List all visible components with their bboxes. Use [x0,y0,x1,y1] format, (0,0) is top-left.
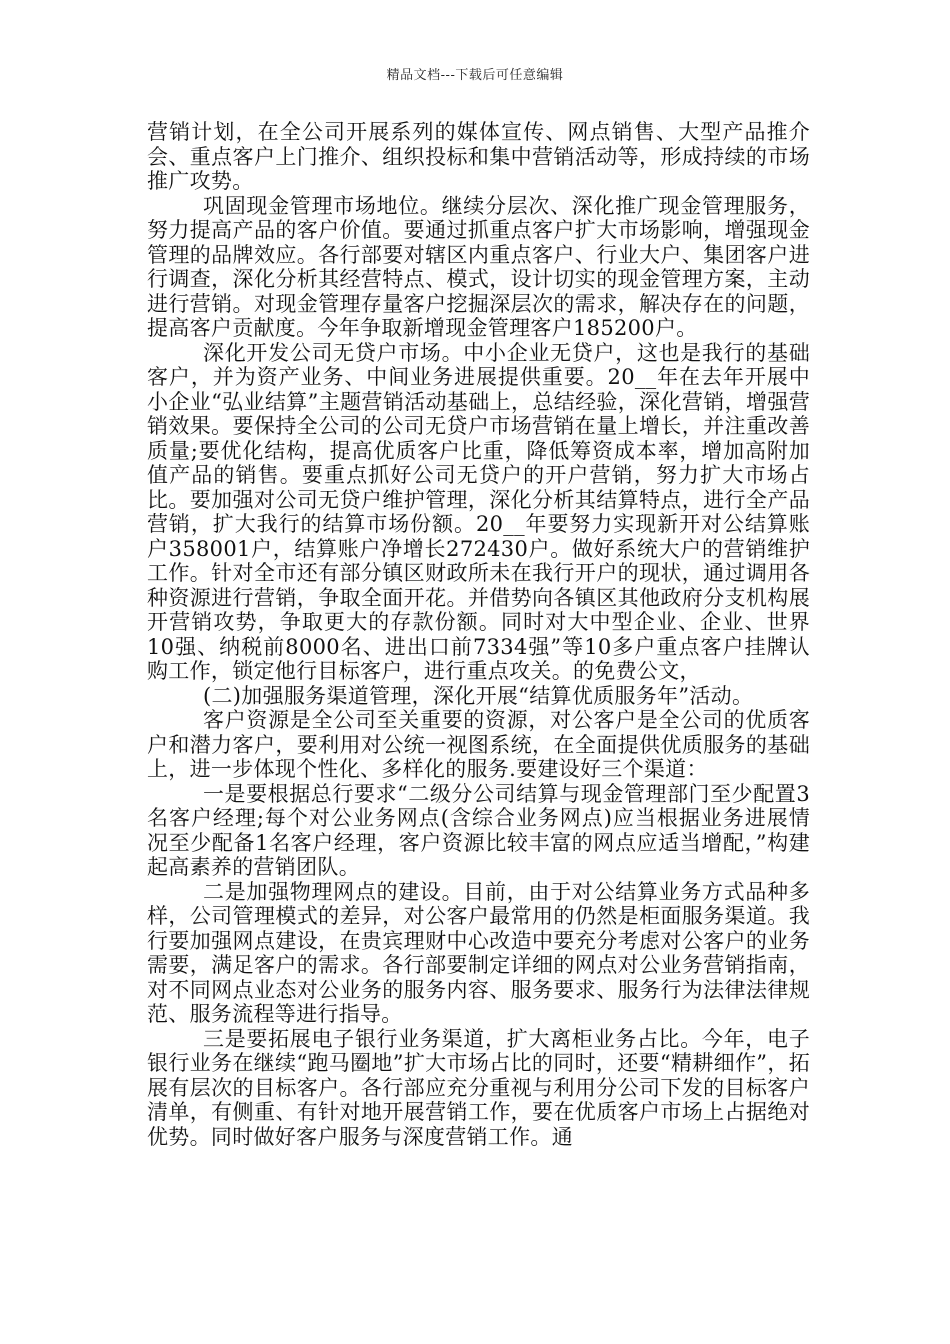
paragraph-5: 客户资源是全公司至关重要的资源，对公客户是全公司的优质客户和潜力客户，要利用对公统一视图系统，在全面提供优质服务的基础上，进一步体现个性化、多样化的服务.要建设好三个渠道： [147,708,810,781]
paragraph-7: 二是加强物理网点的建设。目前，由于对公结算业务方式品种多样，公司管理模式的差异，对公客户最常用的仍然是柜面服务渠道。我行要加强网点建设，在贵宾理财中心改造中要充分考虑对公客户的业务需要，满足客户的需求。各行部要制定详细的网点对公业务营销指南，对不同网点业态对公业务的服务内容、服务要求、服务行为法律法律规范、服务流程等进行指导。 [147,879,810,1026]
page-header: 精品文档---下载后可任意编辑 [386,68,564,83]
paragraph-3: 深化开发公司无贷户市场。中小企业无贷户，这也是我行的基础客户，并为资产业务、中间业务进展提供重要。20__年在去年开展中小企业“弘业结算”主题营销活动基础上，总结经验，深化营销，增强营销效果。要保持全公司的公司无贷户市场营销在量上增长，并注重改善质量;要优化结构，提高优质客户比重，降低筹资成本率，增加高附加值产品的销售。要重点抓好公司无贷户的开户营销，努力扩大市场占比。要加强对公司无贷户维护管理，深化分析其结算特点，进行全产品营销，扩大我行的结算市场份额。20__年要努力实现新开对公结算账户358001户，结算账户净增长272430户。做好系统大户的营销维护工作。针对全市还有部分镇区财政所未在我行开户的现状，通过调用各种资源进行营销，争取全面开花。并借势向各镇区其他政府分支机构展开营销攻势，争取更大的存款份额。同时对大中型企业、企业、世界10强、纳税前8000名、进出口前7334强”等10多户重点客户挂牌认购工作，锁定他行目标客户，进行重点攻关。的免费公文， [147,340,810,683]
paragraph-8: 三是要拓展电子银行业务渠道，扩大离柜业务占比。今年，电子银行业务在继续“跑马圈地”扩大市场占比的同时，还要“精耕细作”，拓展有层次的目标客户。各行部应充分重视与利用分公司下发的目标客户清单，有侧重、有针对地开展营销工作，要在优质客户市场上占据绝对优势。同时做好客户服务与深度营销工作。通 [147,1026,810,1149]
paragraph-6: 一是要根据总行要求“二级分公司结算与现金管理部门至少配置3名客户经理;每个对公业务网点(含综合业务网点)应当根据业务进展情况至少配备1名客户经理，客户资源比较丰富的网点应适当增配，”构建起高素养的营销团队。 [147,781,810,879]
paragraph-1: 营销计划，在全公司开展系列的媒体宣传、网点销售、大型产品推介会、重点客户上门推介、组织投标和集中营销活动等，形成持续的市场推广攻势。 [147,120,810,193]
paragraph-2: 巩固现金管理市场地位。继续分层次、深化推广现金管理服务，努力提高产品的客户价值。要通过抓重点客户扩大市场影响，增强现金管理的品牌效应。各行部要对辖区内重点客户、行业大户、集团客户进行调查，深化分析其经营特点、模式，设计切实的现金管理方案，主动进行营销。对现金管理存量客户挖掘深层次的需求，解决存在的问题，提高客户贡献度。今年争取新增现金管理客户185200户。 [147,193,810,340]
document-body [147,120,810,1149]
paragraph-4: (二)加强服务渠道管理，深化开展“结算优质服务年”活动。 [203,683,754,708]
